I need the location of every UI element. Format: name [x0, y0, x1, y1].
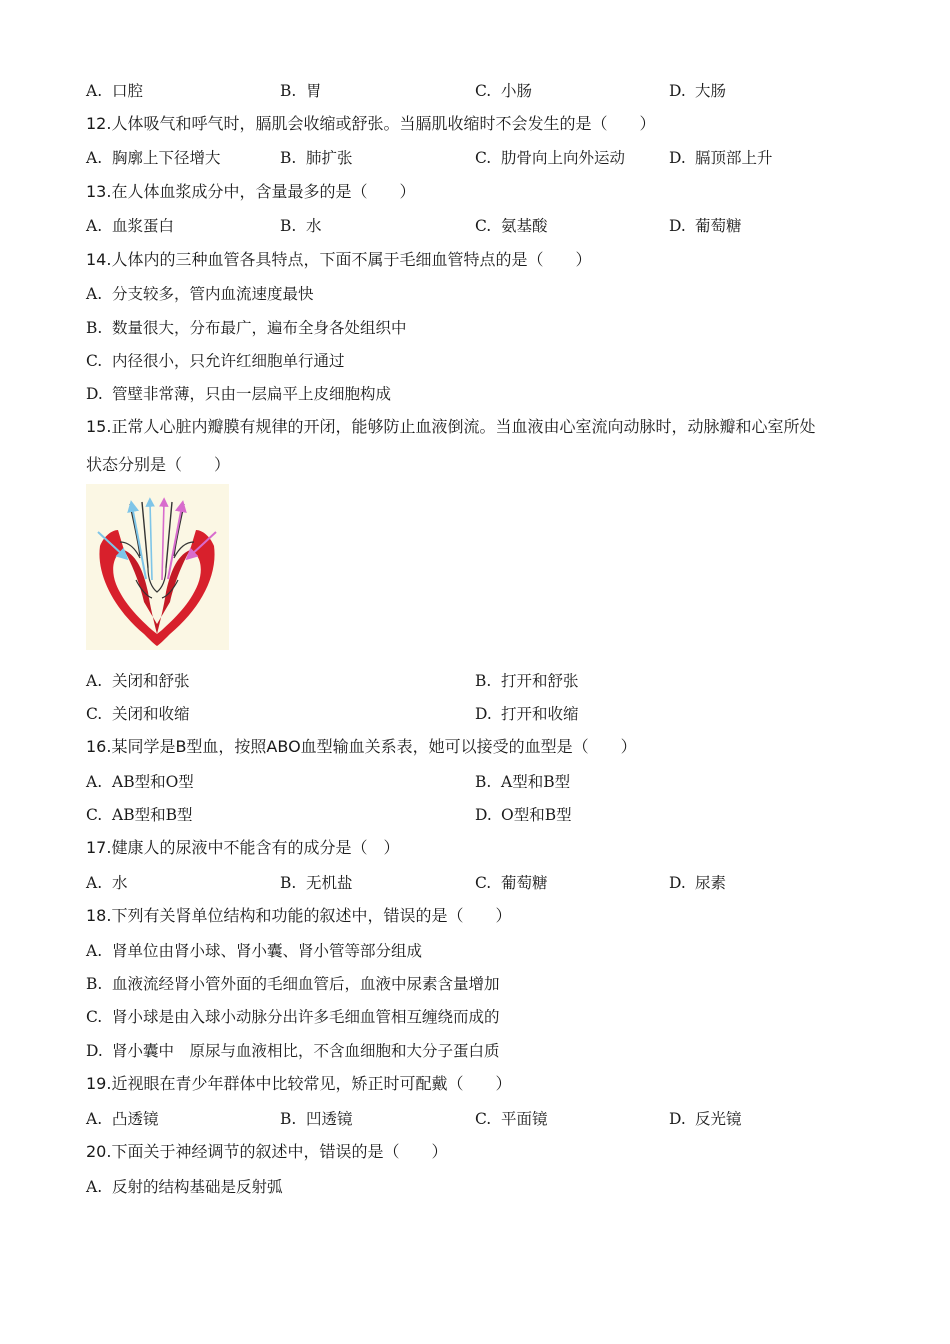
q15-option-a: A. 关闭和舒张 — [86, 672, 190, 690]
q18-option-b: B. 血液流经肾小管外面的毛细血管后，血液中尿素含量增加 — [86, 975, 500, 993]
q18-option-c: C. 肾小球是由入球小动脉分出许多毛细血管相互缠绕而成的 — [86, 1008, 500, 1026]
q16-option-d: D. O型和B型 — [475, 806, 572, 824]
q11-option-d: D. 大肠 — [669, 82, 727, 100]
q19-stem: 19.近视眼在青少年群体中比较常见，矫正时可配戴（ ） — [86, 1074, 512, 1093]
q19-option-d: D. 反光镜 — [669, 1110, 742, 1128]
q15-option-c: C. 关闭和收缩 — [86, 705, 190, 723]
q12-option-b: B. 肺扩张 — [280, 149, 353, 167]
q13-option-d: D. 葡萄糖 — [669, 217, 742, 235]
heart-valve-figure — [86, 484, 229, 650]
q13-option-b: B. 水 — [280, 217, 322, 235]
q20-option-a: A. 反射的结构基础是反射弧 — [86, 1178, 283, 1196]
q11-option-a: A. 口腔 — [86, 82, 144, 100]
q19-option-c: C. 平面镜 — [475, 1110, 548, 1128]
q15-stem-line1: 15.正常人心脏内瓣膜有规律的开闭，能够防止血液倒流。当血液由心室流向动脉时，动脉瓣和心室所处 — [86, 417, 816, 436]
q17-option-a: A. 水 — [86, 874, 128, 892]
q20-stem: 20.下面关于神经调节的叙述中，错误的是（ ） — [86, 1142, 448, 1161]
q18-option-d: D. 肾小囊中 原尿与血液相比，不含血细胞和大分子蛋白质 — [86, 1042, 500, 1060]
q15-stem-line2: 状态分别是（ ） — [86, 455, 231, 474]
q16-option-c: C. AB型和B型 — [86, 806, 193, 824]
q17-option-c: C. 葡萄糖 — [475, 874, 548, 892]
q11-option-c: C. 小肠 — [475, 82, 533, 100]
q19-option-b: B. 凹透镜 — [280, 1110, 353, 1128]
q11-option-b: B. 胃 — [280, 82, 322, 100]
q16-stem: 16.某同学是B型血，按照ABO血型输血关系表，她可以接受的血型是（ ） — [86, 737, 637, 756]
q17-option-b: B. 无机盐 — [280, 874, 353, 892]
q14-option-b: B. 数量很大，分布最广，遍布全身各处组织中 — [86, 319, 407, 337]
q12-option-d: D. 膈顶部上升 — [669, 149, 773, 167]
q15-option-b: B. 打开和舒张 — [475, 672, 579, 690]
q15-option-d: D. 打开和收缩 — [475, 705, 579, 723]
q14-stem: 14.人体内的三种血管各具特点，下面不属于毛细血管特点的是（ ） — [86, 250, 592, 269]
q13-option-c: C. 氨基酸 — [475, 217, 548, 235]
q13-stem: 13.在人体血浆成分中，含量最多的是（ ） — [86, 182, 416, 201]
q18-option-a: A. 肾单位由肾小球、肾小囊、肾小管等部分组成 — [86, 942, 423, 960]
q17-stem: 17.健康人的尿液中不能含有的成分是（ ） — [86, 838, 400, 857]
q14-option-d: D. 管壁非常薄，只由一层扁平上皮细胞构成 — [86, 385, 392, 403]
q14-option-a: A. 分支较多，管内血流速度最快 — [86, 285, 314, 303]
q12-option-a: A. 胸廓上下径增大 — [86, 149, 221, 167]
q18-stem: 18.下列有关肾单位结构和功能的叙述中，错误的是（ ） — [86, 906, 512, 925]
q16-option-b: B. A型和B型 — [475, 773, 571, 791]
q16-option-a: A. AB型和O型 — [86, 773, 194, 791]
q17-option-d: D. 尿素 — [669, 874, 727, 892]
q13-option-a: A. 血浆蛋白 — [86, 217, 175, 235]
q12-option-c: C. 肋骨向上向外运动 — [475, 149, 626, 167]
q19-option-a: A. 凸透镜 — [86, 1110, 159, 1128]
q12-stem: 12.人体吸气和呼气时，膈肌会收缩或舒张。当膈肌收缩时不会发生的是（ ） — [86, 114, 656, 133]
heart-valve-diagram-icon — [86, 484, 229, 650]
q14-option-c: C. 内径很小，只允许红细胞单行通过 — [86, 352, 345, 370]
